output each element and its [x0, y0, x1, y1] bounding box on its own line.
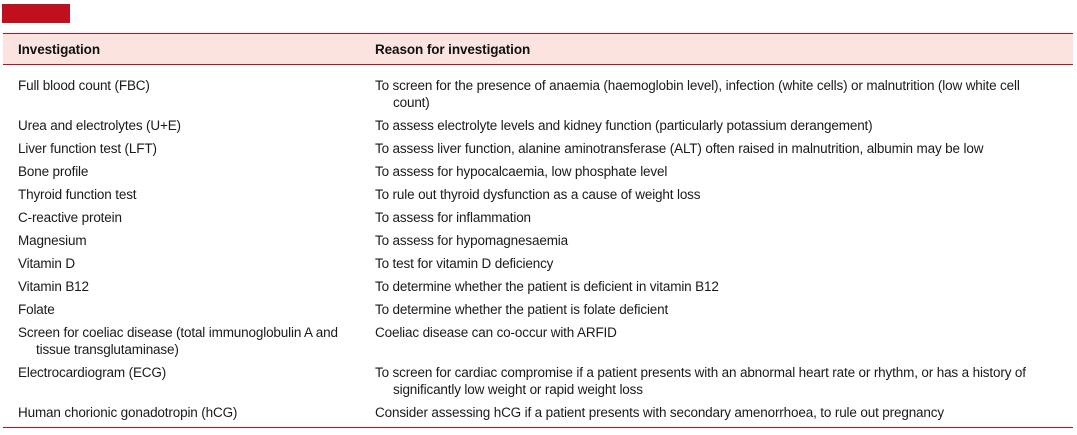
reason-cell: To assess for inflammation	[375, 210, 531, 225]
reason-cell: To rule out thyroid dysfunction as a cause of weight loss	[375, 187, 701, 202]
table-body	[3, 65, 1073, 428]
investigation-cell: Vitamin D	[18, 256, 75, 271]
investigation-cell: Liver function test (LFT)	[18, 141, 157, 156]
reason-cell: To determine whether the patient is deficient in vitamin B12	[375, 279, 719, 294]
header-investigation: Investigation	[18, 42, 100, 57]
investigation-cell: Magnesium	[18, 233, 87, 248]
investigation-cell: Screen for coeliac disease (total immunoglobulin A and tissue transglutaminase)	[18, 325, 338, 357]
investigation-cell: Thyroid function test	[18, 187, 137, 202]
investigation-cell: C-reactive protein	[18, 210, 122, 225]
table-row	[3, 404, 1073, 427]
table-row	[3, 232, 1073, 255]
investigation-cell: Electrocardiogram (ECG)	[18, 365, 167, 380]
header-reason: Reason for investigation	[375, 42, 531, 57]
investigations-table	[3, 33, 1073, 428]
table-label-tab	[2, 4, 70, 23]
investigation-cell: Vitamin B12	[18, 279, 89, 294]
reason-cell: To test for vitamin D deficiency	[375, 256, 554, 271]
reason-cell: To assess liver function, alanine aminotransferase (ALT) often raised in malnutrition, albumin may be low	[375, 141, 984, 156]
investigation-cell: Full blood count (FBC)	[18, 78, 150, 93]
investigation-cell: Folate	[18, 302, 55, 317]
reason-cell: To screen for the presence of anaemia (haemoglobin level), infection (white cells) or malnutrition (low white cell count)	[375, 78, 1020, 110]
table-row	[3, 301, 1073, 324]
reason-cell: To determine whether the patient is folate deficient	[375, 302, 669, 317]
table-row	[3, 163, 1073, 186]
table-header	[3, 33, 1073, 65]
table-row	[3, 77, 1073, 117]
investigation-cell: Bone profile	[18, 164, 89, 179]
table-row	[3, 255, 1073, 278]
investigation-cell: Human chorionic gonadotropin (hCG)	[18, 405, 238, 420]
reason-cell: Coeliac disease can co-occur with ARFID	[375, 325, 617, 340]
investigation-cell: Urea and electrolytes (U+E)	[18, 118, 181, 133]
reason-cell: Consider assessing hCG if a patient presents with secondary amenorrhoea, to rule out pregnancy	[375, 405, 944, 420]
table-row	[3, 324, 1073, 364]
table-row	[3, 117, 1073, 140]
table-row	[3, 364, 1073, 404]
table-row	[3, 140, 1073, 163]
reason-cell: To assess for hypomagnesaemia	[375, 233, 569, 248]
reason-cell: To assess electrolyte levels and kidney function (particularly potassium derangement)	[375, 118, 873, 133]
table-row	[3, 209, 1073, 232]
reason-cell: To screen for cardiac compromise if a patient presents with an abnormal heart rate or rhythm, or has a history of significantly low weight or rapid weight loss	[375, 365, 1026, 397]
table-row	[3, 186, 1073, 209]
reason-cell: To assess for hypocalcaemia, low phosphate level	[375, 164, 668, 179]
table-row	[3, 278, 1073, 301]
